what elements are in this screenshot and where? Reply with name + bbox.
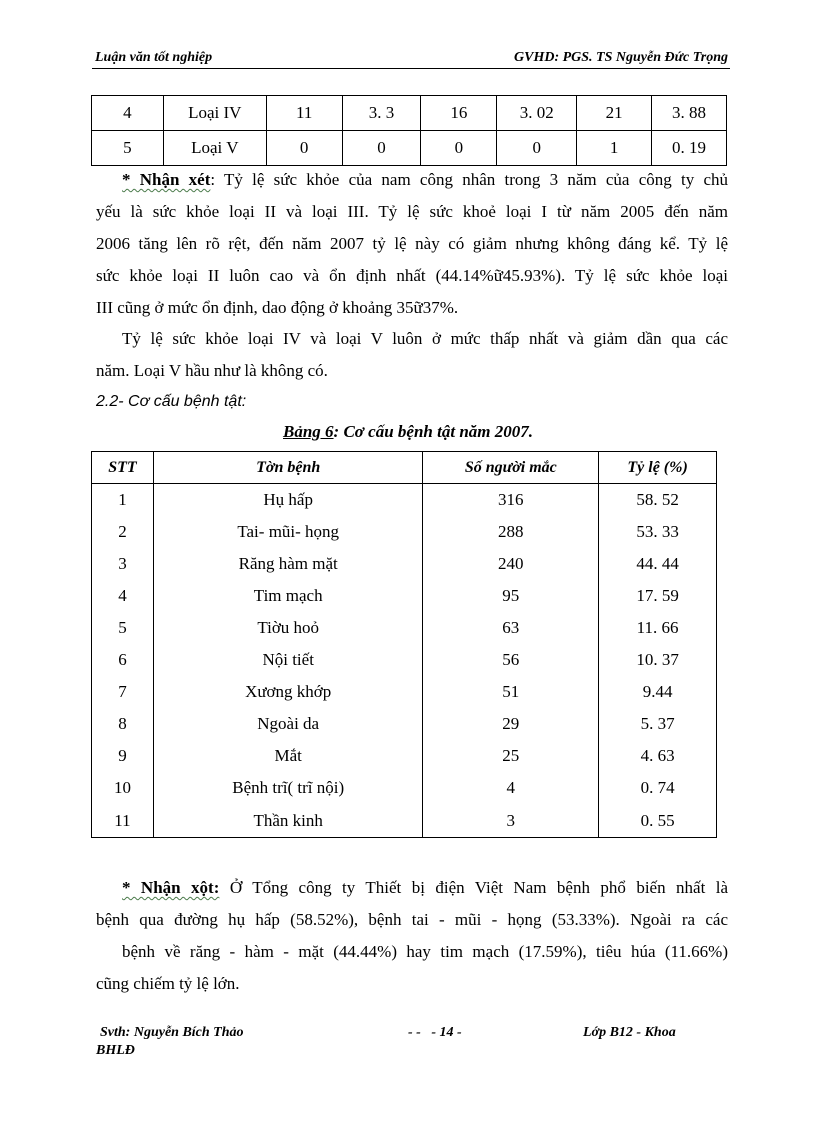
table-cell: 316 — [423, 484, 599, 517]
table-cell: 25 — [423, 740, 599, 772]
table-cell: Loại V — [163, 131, 266, 166]
table-cell: Thần kinh — [153, 804, 423, 838]
table-cell: Bệnh trĩ( trĩ nội) — [153, 772, 423, 804]
table-cell: Mắt — [153, 740, 423, 772]
table-cell: 3. 02 — [497, 96, 577, 131]
table-cell: 240 — [423, 548, 599, 580]
table-row — [92, 548, 717, 580]
table-cell: 10. 37 — [599, 644, 717, 676]
paragraph-line: cũng chiếm tỷ lệ lớn. — [96, 974, 240, 993]
health-class-table-continued — [91, 95, 727, 166]
table-cell: 10 — [92, 772, 154, 804]
table-cell: Xương khớp — [153, 676, 423, 708]
table-cell: 2 — [92, 516, 154, 548]
table-cell: 63 — [423, 612, 599, 644]
table-cell: Ngoài da — [153, 708, 423, 740]
table-cell: 5. 37 — [599, 708, 717, 740]
table-cell: 16 — [421, 96, 497, 131]
column-header-patients: Số người mắc — [423, 452, 599, 484]
footer-class: Lớp B12 - Khoa — [583, 1025, 676, 1040]
table-cell: 1 — [92, 484, 154, 517]
paragraph-line: bệnh qua đường hụ hấp (58.52%), bệnh tai - mũi - họng (53.33%). Ngoài ra các — [96, 910, 728, 929]
table-cell: 0. 19 — [652, 131, 727, 166]
table-cell: Răng hàm mặt — [153, 548, 423, 580]
table-cell: 95 — [423, 580, 599, 612]
disease-structure-table — [91, 451, 717, 838]
table-cell: 58. 52 — [599, 484, 717, 517]
table-row — [92, 131, 727, 166]
header-divider — [92, 68, 730, 69]
table-cell: 3. 88 — [652, 96, 727, 131]
table-cell: 1 — [577, 131, 652, 166]
table-cell: 5 — [92, 131, 164, 166]
table-cell: Loại IV — [163, 96, 266, 131]
column-header-stt: STT — [92, 452, 154, 484]
table-row — [92, 644, 717, 676]
table-row — [92, 580, 717, 612]
table-cell: 4 — [92, 96, 164, 131]
table-cell: 44. 44 — [599, 548, 717, 580]
table-cell: 17. 59 — [599, 580, 717, 612]
table-cell: 21 — [577, 96, 652, 131]
table-row — [92, 516, 717, 548]
table-cell: Tiờu hoỏ — [153, 612, 423, 644]
table-cell: Tai- mũi- họng — [153, 516, 423, 548]
paragraph-line: bệnh về răng - hàm - mặt (44.44%) hay tim mạch (17.59%), tiêu húa (11.66%) — [122, 942, 728, 961]
table-cell: Tim mạch — [153, 580, 423, 612]
footer-department: BHLĐ — [96, 1043, 135, 1058]
table-cell: 0. 55 — [599, 804, 717, 838]
table-row — [92, 740, 717, 772]
table-row — [92, 612, 717, 644]
table-row — [92, 804, 717, 838]
paragraph-line: sức khỏe loại II luôn cao và ổn định nhất (44.14%ữ45.93%). Tỷ lệ sức khỏe loại — [96, 266, 728, 285]
caption-text: : Cơ cấu bệnh tật năm 2007. — [333, 422, 533, 441]
table-caption — [0, 422, 816, 442]
table-header-row — [92, 452, 717, 484]
table-cell: 0 — [497, 131, 577, 166]
table-cell: 0 — [421, 131, 497, 166]
paragraph-line: * Nhận xét: Tỷ lệ sức khỏe của nam công nhân trong 3 năm của công ty chủ — [122, 170, 728, 189]
table-row — [92, 96, 727, 131]
remark-paragraph-disease — [96, 872, 728, 1000]
remark-label: * Nhận xét — [122, 170, 211, 189]
paragraph-line: Tỷ lệ sức khỏe loại IV và loại V luôn ở mức thấp nhất và giảm dần qua các — [122, 329, 728, 348]
table-cell: Nội tiết — [153, 644, 423, 676]
table-row — [92, 708, 717, 740]
table-cell: 7 — [92, 676, 154, 708]
table-cell: 288 — [423, 516, 599, 548]
table-cell: 56 — [423, 644, 599, 676]
table-cell: 11 — [266, 96, 342, 131]
header-right-advisor: GVHD: PGS. TS Nguyễn Đức Trọng — [514, 50, 728, 65]
column-header-disease: Tờn bệnh — [153, 452, 423, 484]
table-cell: 5 — [92, 612, 154, 644]
table-cell: 4 — [423, 772, 599, 804]
paragraph-class-iv-v — [96, 323, 728, 387]
table-cell: 8 — [92, 708, 154, 740]
table-cell: 29 — [423, 708, 599, 740]
table-cell: 51 — [423, 676, 599, 708]
table-cell: 11. 66 — [599, 612, 717, 644]
caption-label: Bảng 6 — [283, 422, 334, 441]
table-cell: 0 — [342, 131, 421, 166]
table-cell: 3. 3 — [342, 96, 421, 131]
page-number: - - - 14 - — [408, 1025, 462, 1040]
table-row — [92, 484, 717, 517]
column-header-rate: Tỷ lệ (%) — [599, 452, 717, 484]
table-row — [92, 676, 717, 708]
table-cell: 9.44 — [599, 676, 717, 708]
table-cell: 4 — [92, 580, 154, 612]
table-cell: 53. 33 — [599, 516, 717, 548]
table-cell: 6 — [92, 644, 154, 676]
paragraph-line: * Nhận xột: Ở Tổng công ty Thiết bị điện Việt Nam bệnh phổ biến nhất là — [122, 878, 728, 897]
table-row — [92, 772, 717, 804]
paragraph-line: 2006 tăng lên rõ rệt, đến năm 2007 tỷ lệ này có giảm nhưng không đáng kể. Tỷ lệ — [96, 234, 728, 253]
table-cell: 4. 63 — [599, 740, 717, 772]
paragraph-line: III cũng ở mức ổn định, dao động ở khoảng 35ữ37%. — [96, 298, 459, 317]
table-cell: 3 — [92, 548, 154, 580]
header-left-title: Luận văn tốt nghiệp — [95, 50, 213, 65]
table-cell: 9 — [92, 740, 154, 772]
table-cell: 11 — [92, 804, 154, 838]
section-title: 2.2- Cơ cấu bệnh tật: — [96, 393, 247, 410]
remark-label: * Nhận xột: — [122, 878, 220, 897]
paragraph-line: yếu là sức khỏe loại II và loại III. Tỷ lệ sức khoẻ loại I từ năm 2005 đến năm — [96, 202, 728, 221]
table-cell: 0. 74 — [599, 772, 717, 804]
table-cell: Hụ hấp — [153, 484, 423, 517]
paragraph-line: năm. Loại V hầu như là không có. — [96, 361, 328, 380]
table-cell: 0 — [266, 131, 342, 166]
table-cell: 3 — [423, 804, 599, 838]
remark-paragraph-health — [96, 164, 728, 324]
footer-student: Svth: Nguyễn Bích Thảo — [100, 1025, 244, 1040]
